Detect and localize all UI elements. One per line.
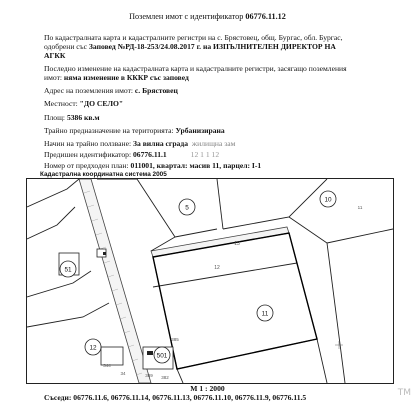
map-label-501: 501 xyxy=(156,352,168,360)
cadastral-map xyxy=(26,178,394,384)
map-label-344: 344 xyxy=(103,363,111,368)
address-line: Адрес на поземления имот: с. Брястовец xyxy=(44,86,178,95)
map-drawing xyxy=(27,179,393,383)
map-label-389: 389 xyxy=(145,373,153,378)
area-line: Площ: 5386 кв.м xyxy=(44,113,100,122)
map-label-382: 382 xyxy=(161,375,169,380)
parcel-identifier: 06776.11.12 xyxy=(245,12,286,21)
registry-line-1: По кадастралната карта и кадастралните регистри на с. Брястовец, общ. Бургас, обл. Бургас, xyxy=(44,33,343,42)
map-label-51: 51 xyxy=(64,266,72,274)
map-label-385: 385 xyxy=(171,337,179,342)
registry-line-2: одобрени със Заповед №РД-18-253/24.08.2017 г. на ИЗПЪЛНИТЕЛЕН ДИРЕКТОР НА xyxy=(44,42,336,51)
usage-overlap-text: жилищна зам xyxy=(191,139,236,148)
plan-line: Номер от предходен план: 011001, квартал: масив 11, парцел: I-1 xyxy=(44,161,262,170)
map-label-12-center: 12 xyxy=(214,265,220,271)
title-text: Поземлен имот с идентификатор xyxy=(129,12,244,21)
registry-line-3: АГКК xyxy=(44,51,66,60)
map-scale: М 1 : 2000 xyxy=(190,384,225,393)
map-label-11-right: 11 xyxy=(357,205,363,210)
map-label-34: 34 xyxy=(120,371,126,376)
prev-id-overlap-text: 12 1 1 12 xyxy=(190,150,220,159)
last-change-line-2: имот: няма изменение в КККР със заповед xyxy=(44,73,189,82)
map-label-10: 10 xyxy=(324,196,332,204)
last-change-line-1: Последно изменение на кадастралната карта и кадастралните регистри, засягащо поземления xyxy=(44,64,347,73)
territory-line: Трайно предназначение на територията: Урбанизирана xyxy=(44,126,225,135)
map-label-5: 5 xyxy=(185,204,189,212)
map-label-12b: 12 xyxy=(89,344,97,352)
map-label-13: 13 xyxy=(234,241,240,247)
neighbours-line: Съседи: 06776.11.6, 06776.11.14, 06776.11.13, 06776.11.10, 06776.11.9, 06776.11.5 xyxy=(44,393,307,402)
locality-line: Местност: "ДО СЕЛО" xyxy=(44,99,124,108)
document-title xyxy=(0,12,415,21)
prev-id-line: Предишен идентификатор: 06776.11.1 12 1 1 12 xyxy=(44,150,220,159)
usage-line: Начин на трайно ползване: За вилна сграда жилищна зам xyxy=(44,139,236,148)
map-caption: Кадастрална координатна система 2005 xyxy=(40,171,167,178)
watermark-text: TM xyxy=(397,388,411,398)
map-label-11: 11 xyxy=(261,310,269,318)
